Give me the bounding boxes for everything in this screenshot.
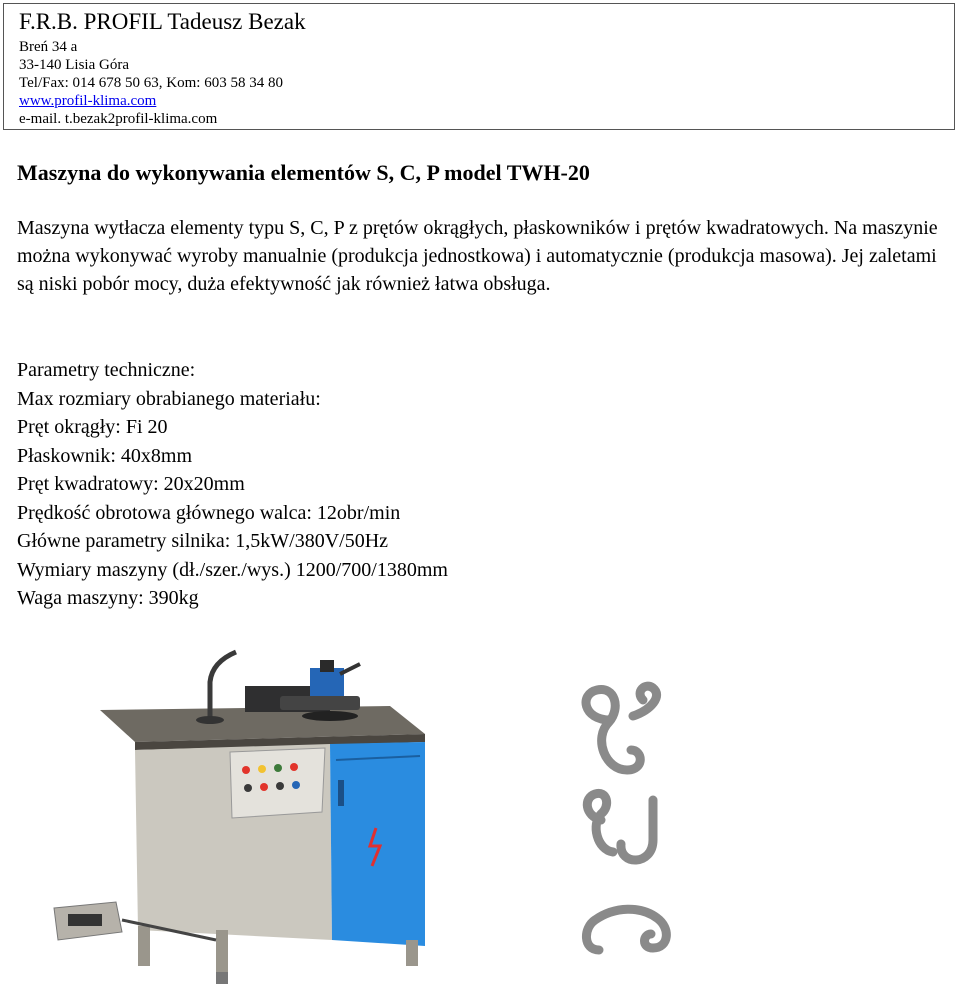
params-subheading: Max rozmiary obrabianego materiału: bbox=[17, 387, 321, 410]
website-link[interactable]: www.profil-klima.com bbox=[19, 93, 157, 109]
param-item: Waga maszyny: 390kg bbox=[17, 587, 199, 609]
params-heading: Parametry techniczne: bbox=[17, 359, 196, 381]
param-item: Prędkość obrotowa głównego walca: 12obr/min bbox=[17, 501, 401, 524]
param-item: Pręt okrągły: Fi 20 bbox=[17, 416, 168, 438]
param-item: Pręt kwadratowy: 20x20mm bbox=[17, 473, 245, 495]
address-city: 33-140 Lisia Góra bbox=[19, 57, 129, 73]
description-paragraph: Maszyna wytłacza elementy typu S, C, P z prętów okrągłych, płaskowników i prętów kwadratowych. Na maszynie można wykonywać wyroby manualnie (produkcja jednostkowa) i automatycznie (produkcja masowa). Jej zaletami są niski pobór mocy, duża efektywność jak również łatwa obsługa. bbox=[17, 217, 938, 295]
phone-line: Tel/Fax: 014 678 50 63, Kom: 603 58 34 80 bbox=[19, 75, 283, 91]
email-line: e-mail. t.bezak2profil-klima.com bbox=[19, 111, 218, 127]
machine-photo bbox=[40, 640, 440, 990]
company-header bbox=[3, 3, 955, 130]
ornament-elements-photo bbox=[565, 680, 685, 980]
page-title: Maszyna do wykonywania elementów S, C, P model TWH-20 bbox=[17, 160, 590, 185]
param-item: Główne parametry silnika: 1,5kW/380V/50Hz bbox=[17, 530, 389, 552]
param-item: Wymiary maszyny (dł./szer./wys.) 1200/700/1380mm bbox=[17, 558, 448, 581]
param-item: Płaskownik: 40x8mm bbox=[17, 444, 193, 467]
address-street: Breń 34 a bbox=[19, 39, 78, 55]
technical-parameters bbox=[17, 356, 448, 613]
company-name: F.R.B. PROFIL Tadeusz Bezak bbox=[19, 9, 306, 34]
